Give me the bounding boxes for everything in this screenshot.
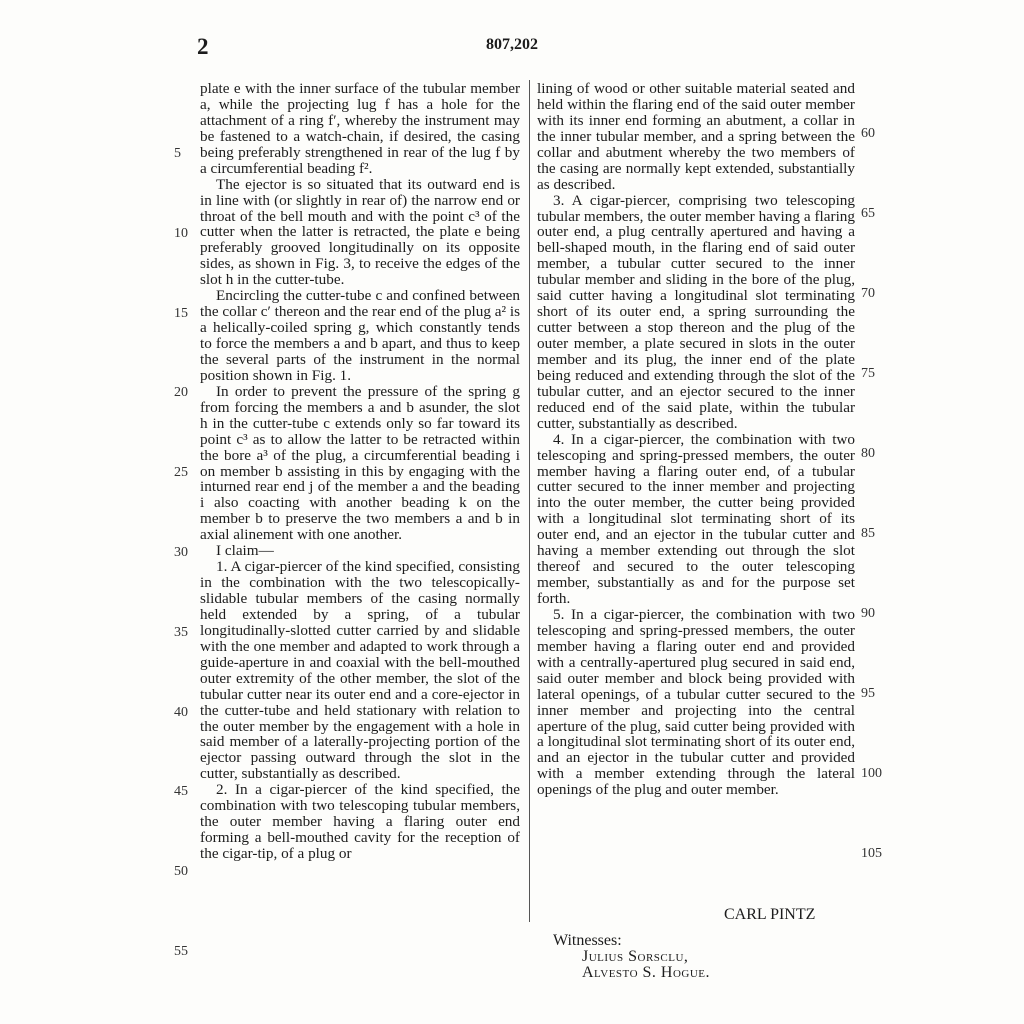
line-number: 10 (174, 226, 188, 241)
left-paragraph-1: plate e with the inner surface of the tubular member a, while the projecting lug f has a hole for the attachment of a ring f′, whereby the instrument may be fastened to a watch-chain, if desired, the casing being preferably strengthened in rear of the lug f by a circumferential beading f². (200, 80, 520, 177)
line-number: 25 (174, 465, 188, 480)
line-number: 15 (174, 306, 188, 321)
line-number: 50 (174, 864, 188, 879)
claim-4: 4. In a cigar-piercer, the combination with two telescoping and spring-pressed members, the outer member having a flaring outer end, of a tubular cutter secured to the inner member and projecting into the outer member, the cutter being provided with a longitudinal slot terminating short of its outer end, and an ejector in the tubular cutter and having a member extending out through the slot thereof and secured to the outer telescoping member, substantially as and for the purpose set forth. (537, 430, 855, 607)
line-number: 85 (861, 526, 875, 541)
witnesses-label: Witnesses: (553, 932, 622, 949)
line-number: 45 (174, 784, 188, 799)
claim-heading: I claim— (216, 542, 274, 560)
witness-1: Julius Sorsclu, (582, 948, 689, 965)
right-column (537, 81, 855, 981)
line-number: 5 (174, 146, 181, 161)
claim-5: 5. In a cigar-piercer, the combination with two telescoping and spring-pressed members, the outer member having a flaring outer end and provided with a centrally-apertured plug secured in said end, said outer member and block being provided with lateral openings, of a tubular cutter secured to the inner member and projecting into the central aperture of the plug, said cutter being provided with a longitudinal slot terminating short of its outer end, and an ejector in the tubular cutter and provided with a member extending through the lateral openings of the plug and outer member. (537, 605, 855, 799)
line-number: 95 (861, 686, 875, 701)
line-number: 65 (861, 206, 875, 221)
claim-2: 2. In a cigar-piercer of the kind specified, the combination with two telescoping tubular members, the outer member having a flaring outer end forming a bell-mouthed cavity for the reception of the cigar-tip, of a plug or (200, 781, 520, 862)
inventor-signature: CARL PINTZ (724, 906, 816, 923)
claim-3: 3. A cigar-piercer, comprising two telescoping tubular members, the outer member having a flaring outer end, a plug centrally apertured and having a bell-shaped mouth, in the flaring end of said outer member, a tubular cutter secured to the inner tubular member and sliding in the bore of the plug, said cutter having a longitudinal slot terminating short of its outer end, a spring surrounding the cutter between a stop thereon and the plug of the outer member, a plate secured in slots in the outer member and its plug, the inner end of the plate being reduced and extending through the slot of the tubular cutter, and an ejector secured to the inner reduced end of the said plate, within the tubular cutter, substantially as described. (537, 191, 855, 432)
line-number: 55 (174, 944, 188, 959)
line-number: 70 (861, 286, 875, 301)
line-number: 35 (174, 625, 188, 640)
left-paragraph-3: Encircling the cutter-tube c and confined between the collar c′ thereon and the rear end of the plug a² is a helically-coiled spring g, which constantly tends to force the members a and b apart, and thus to keep the several parts of the instrument in the normal position shown in Fig. 1. (200, 287, 520, 384)
line-number: 90 (861, 606, 875, 621)
patent-number: 807,202 (486, 36, 538, 53)
column-divider (529, 80, 530, 922)
line-number: 60 (861, 126, 875, 141)
line-number: 100 (861, 766, 882, 781)
witness-2: Alvesto S. Hogue. (582, 964, 711, 981)
line-number: 30 (174, 545, 188, 560)
left-paragraph-4: In order to prevent the pressure of the spring g from forcing the members a and b asunder, the slot h in the cutter-tube c extends only so far toward its point c³ as to allow the latter to be retracted within the bore a³ of the plug, a circumferential beading i on member b assisting in this by engaging with the inturned rear end j of the member a and the beading i also coacting with another beading k on the member b to preserve the two members a and b in axial alinement with one another. (200, 382, 520, 544)
line-number: 80 (861, 446, 875, 461)
line-number: 75 (861, 366, 875, 381)
line-number: 20 (174, 385, 188, 400)
line-number: 40 (174, 705, 188, 720)
page-number: 2 (197, 34, 209, 59)
left-column (200, 81, 520, 981)
claim-1: 1. A cigar-piercer of the kind specified, consisting in the combination with the two telescopically-slidable tubular members of the casing normally held extended by a spring, of a tubular longitudinally-slotted cutter carried by and slidable with the one member and adapted to work through a guide-aperture in and coaxial with the bell-mouthed outer extremity of the other member, the slot of the tubular cutter near its outer end and a core-ejector in the cutter-tube and held stationary with relation to the outer member by the engagement with a hole in said member of a laterally-projecting portion of the ejector passing outward through the slot in the cutter, substantially as described. (200, 558, 520, 783)
left-paragraph-2: The ejector is so situated that its outward end is in line with (or slightly in rear of) the narrow end or throat of the bell mouth and with the point c³ of the cutter when the latter is retracted, the plate e being preferably grooved longitudinally on its opposite sides, as shown in Fig. 3, to receive the edges of the slot h in the cutter-tube. (200, 175, 520, 289)
claim-2-continued: lining of wood or other suitable material seated and held within the flaring end of the said outer member with its inner end forming an abutment, a collar in the inner tubular member, and a spring between the collar and abutment whereby the two members of the casing are normally kept extended, substantially as described. (537, 80, 855, 193)
line-number: 105 (861, 846, 882, 861)
